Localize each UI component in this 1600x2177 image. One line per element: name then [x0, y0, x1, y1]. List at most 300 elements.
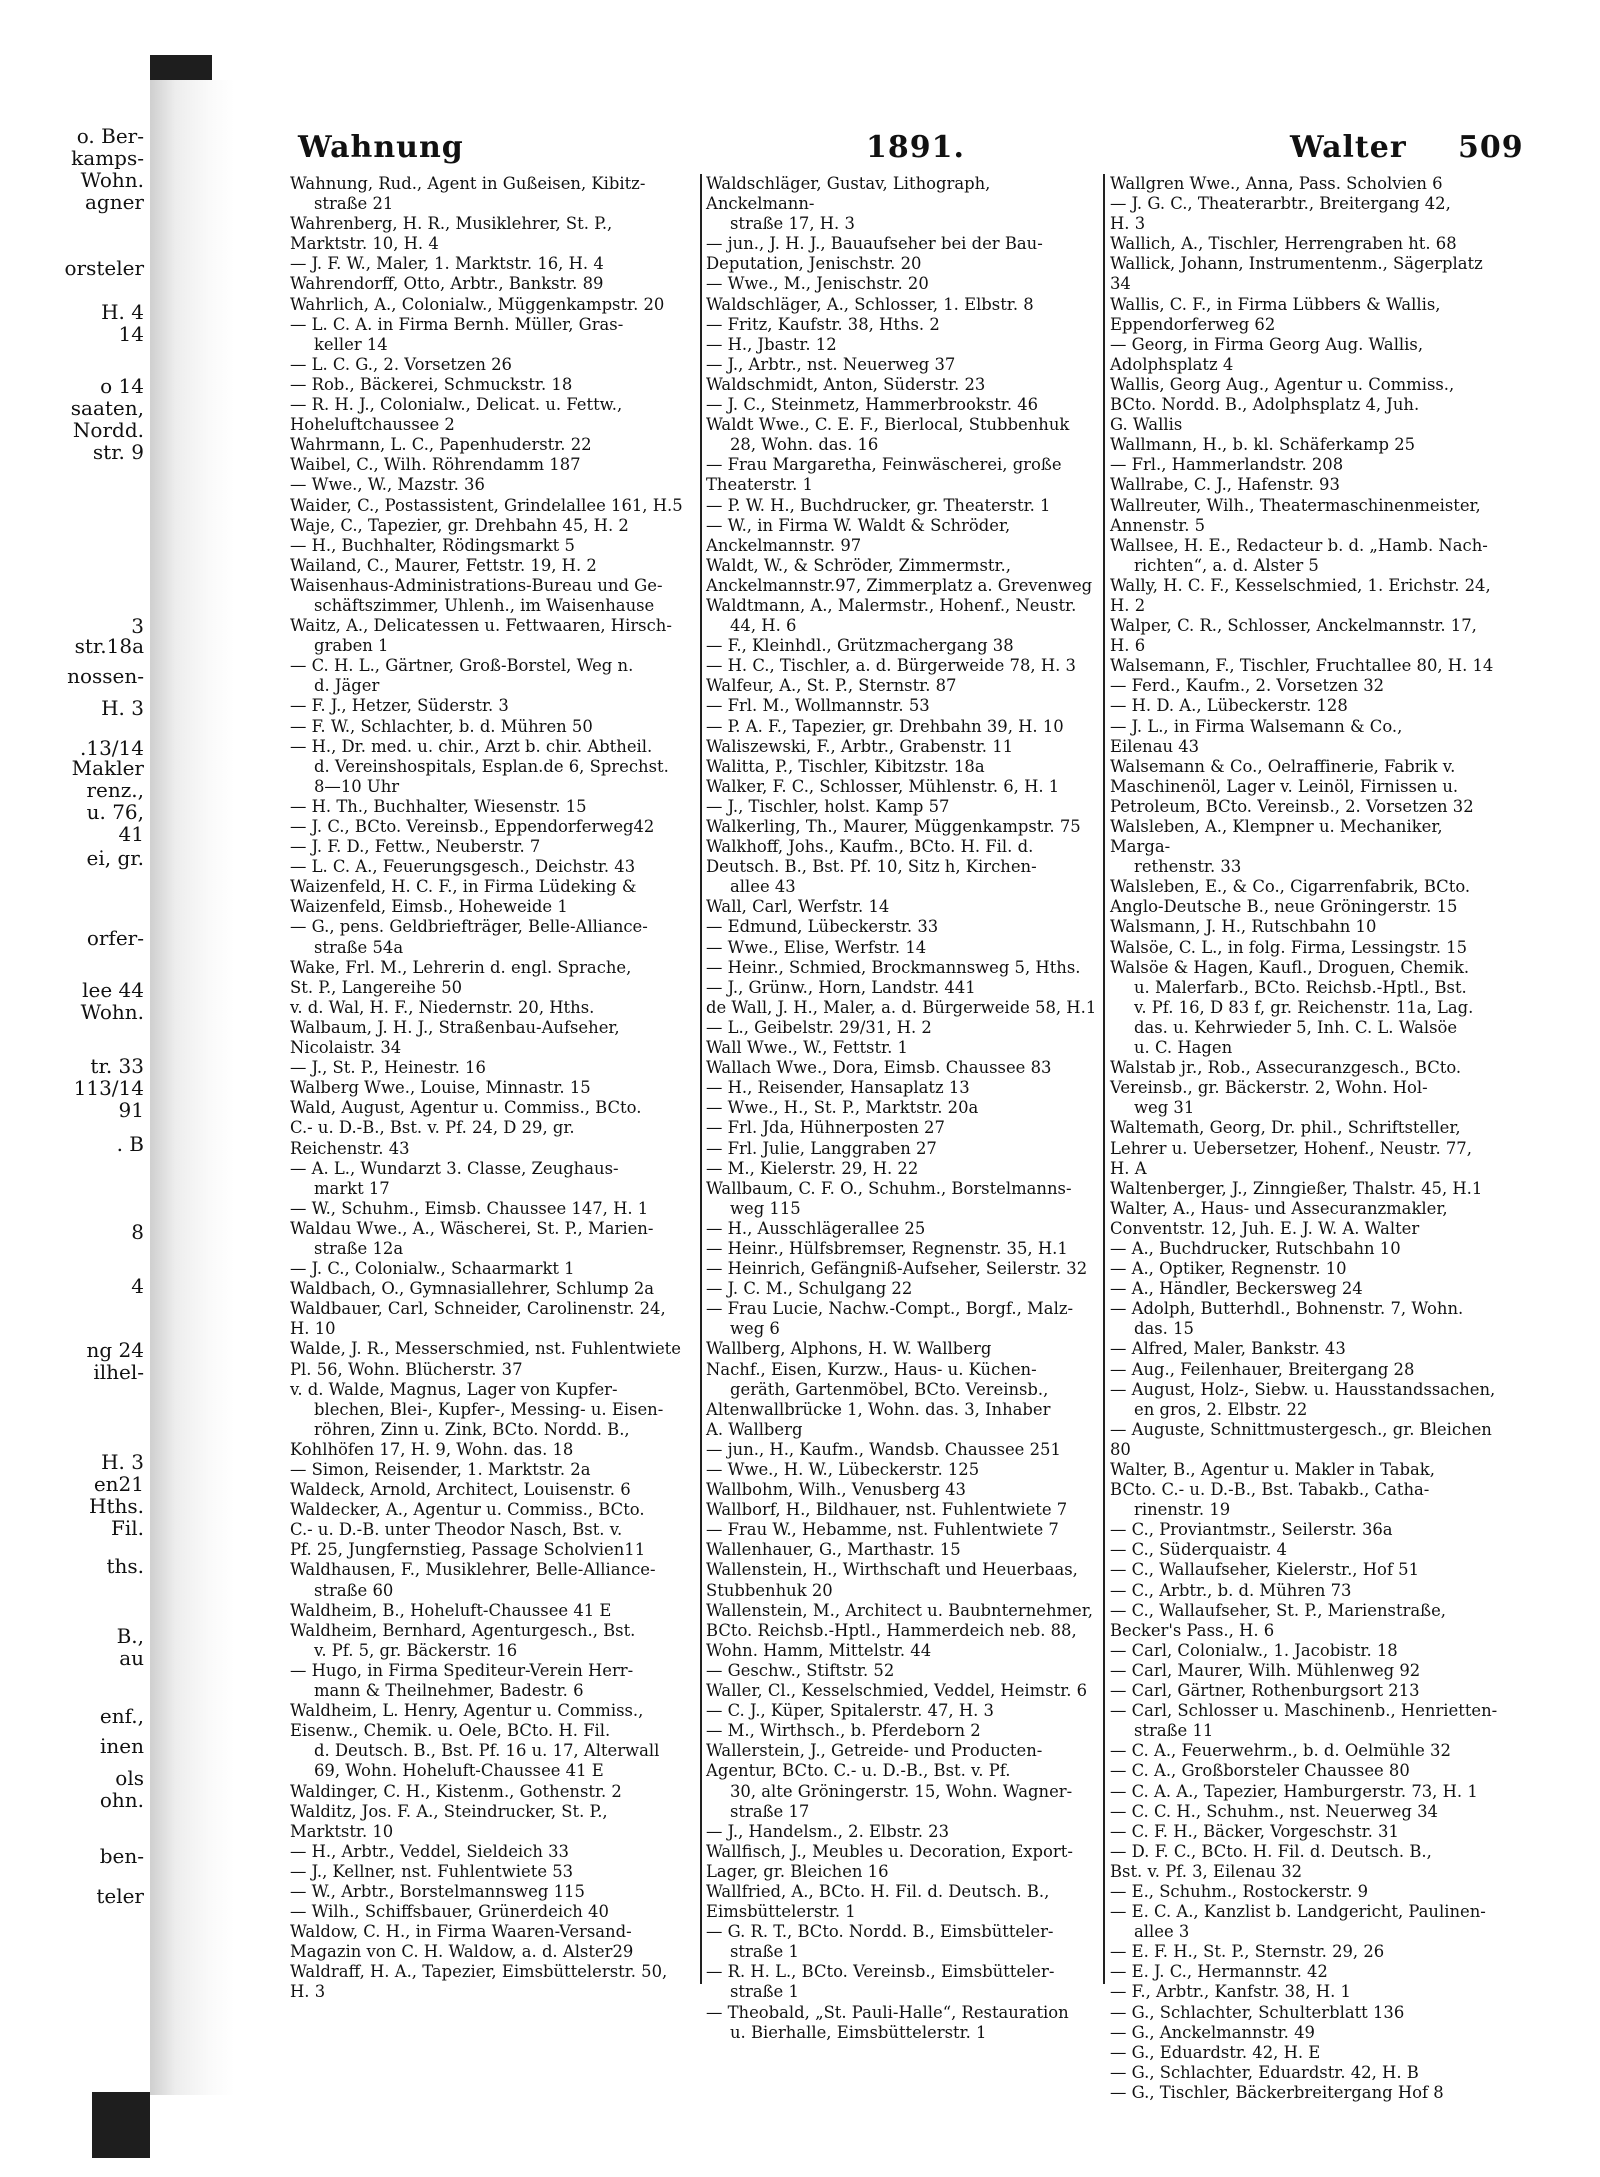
- directory-line: — Alfred, Maler, Bankstr. 43: [1110, 1339, 1346, 1359]
- directory-line: — C. A., Feuerwehrm., b. d. Oelmühle 32: [1110, 1741, 1451, 1761]
- directory-line: straße 60: [314, 1580, 394, 1600]
- directory-line: — C. J., Küper, Spitalerstr. 47, H. 3: [706, 1701, 994, 1721]
- directory-line: Reichenstr. 43: [290, 1138, 410, 1158]
- fragment-text: H. 3: [101, 696, 144, 720]
- fragment-text: ng 24: [86, 1338, 144, 1362]
- directory-line: — J., St. P., Heinestr. 16: [290, 1058, 486, 1078]
- directory-line: straße 21: [314, 194, 394, 214]
- directory-line: — Frau Lucie, Nachw.-Compt., Borgf., Malz-: [706, 1299, 1073, 1319]
- directory-line: — C. A. A., Tapezier, Hamburgerstr. 73, H. 1: [1110, 1781, 1478, 1801]
- fragment-text: B.,: [116, 1624, 144, 1648]
- directory-line: Nicolaistr. 34: [290, 1038, 402, 1058]
- directory-line: — W., in Firma W. Waldt & Schröder,: [706, 515, 1011, 535]
- directory-line: Wallbohm, Wilh., Venusberg 43: [706, 1480, 966, 1500]
- directory-line: u. Malerfarb., BCto. Reichsb.-Hptl., Bst.: [1134, 977, 1467, 997]
- fragment-text: 41: [118, 822, 144, 846]
- directory-line: Lehrer u. Uebersetzer, Hohenf., Neustr. 77,: [1110, 1138, 1472, 1158]
- directory-line: H. 3: [1110, 214, 1146, 234]
- column-rule: [1103, 174, 1105, 1984]
- directory-line: Waider, C., Postassistent, Grindelallee 161, H.5: [290, 495, 683, 515]
- fragment-text: ben-: [99, 1844, 144, 1868]
- fragment-text: ei, gr.: [86, 846, 144, 870]
- fragment-text: nossen-: [67, 664, 144, 688]
- directory-line: — C. H. L., Gärtner, Groß-Borstel, Weg n.: [290, 656, 634, 676]
- directory-line: Waldt, W., & Schröder, Zimmermstr.,: [706, 555, 1011, 575]
- directory-line: — C., Arbtr., b. d. Mühren 73: [1110, 1580, 1352, 1600]
- directory-line: Magazin von C. H. Waldow, a. d. Alster29: [290, 1942, 634, 1962]
- directory-line: u. C. Hagen: [1134, 1038, 1233, 1058]
- fragment-text: agner: [84, 190, 144, 214]
- directory-line: u. Bierhalle, Eimsbüttelerstr. 1: [730, 2022, 987, 2042]
- directory-line: 44, H. 6: [730, 616, 797, 636]
- directory-line: Wallich, A., Tischler, Herrengraben ht. 68: [1110, 234, 1457, 254]
- directory-line: Wallberg, Alphons, H. W. Wallberg: [706, 1339, 992, 1359]
- directory-line: 69, Wohn. Hoheluft-Chaussee 41 E: [314, 1761, 604, 1781]
- directory-line: — E. C. A., Kanzlist b. Landgericht, Paulinen-: [1110, 1902, 1486, 1922]
- directory-line: — Edmund, Lübeckerstr. 33: [706, 917, 939, 937]
- directory-line: de Wall, J. H., Maler, a. d. Bürgerweide 58, H.1: [706, 997, 1097, 1017]
- directory-line: Wallick, Johann, Instrumentenm., Sägerplatz 34: [1110, 254, 1483, 294]
- directory-line: Wake, Frl. M., Lehrerin d. engl. Sprache,: [290, 957, 632, 977]
- fragment-text: en21: [93, 1472, 144, 1496]
- directory-line: — H., Ausschlägerallee 25: [706, 1218, 926, 1238]
- directory-line: Waldbach, O., Gymnasiallehrer, Schlump 2a: [290, 1279, 655, 1299]
- directory-line: straße 17, H. 3: [730, 214, 855, 234]
- directory-line: — Heinrich, Gefängniß-Aufseher, Seilerstr. 32: [706, 1259, 1088, 1279]
- fragment-text: inen: [100, 1734, 144, 1758]
- directory-line: — G., Anckelmannstr. 49: [1110, 2022, 1315, 2042]
- fragment-text: Makler: [71, 756, 144, 780]
- directory-line: — Wwe., H., St. P., Marktstr. 20a: [706, 1098, 979, 1118]
- directory-line: das. 15: [1134, 1319, 1194, 1339]
- directory-line: Wallfried, A., BCto. H. Fil. d. Deutsch. B.,: [706, 1881, 1050, 1901]
- directory-line: — J. L., in Firma Walsemann & Co.,: [1110, 716, 1403, 736]
- directory-line: Waldt Wwe., C. E. F., Bierlocal, Stubbenhuk: [706, 415, 1070, 435]
- directory-line: Waldbauer, Carl, Schneider, Carolinenstr. 24,: [290, 1299, 666, 1319]
- directory-line: d. Jäger: [314, 676, 380, 696]
- directory-line: — L. C. A. in Firma Bernh. Müller, Gras-: [290, 314, 624, 334]
- directory-line: — L. C. G., 2. Vorsetzen 26: [290, 354, 512, 374]
- directory-line: Wallfisch, J., Meubles u. Decoration, Export-: [706, 1841, 1073, 1861]
- directory-line: Eisenw., Chemik. u. Oele, BCto. H. Fil.: [290, 1721, 611, 1741]
- directory-line: Wallsee, H. E., Redacteur b. d. „Hamb. Nach-: [1110, 535, 1488, 555]
- directory-line: Wallis, Georg Aug., Agentur u. Commiss.,: [1110, 374, 1455, 394]
- directory-line: d. Deutsch. B., Bst. Pf. 16 u. 17, Alterwall: [314, 1741, 660, 1761]
- directory-line: — M., Wirthsch., b. Pferdeborn 2: [706, 1721, 981, 1741]
- fragment-text: orfer-: [86, 926, 144, 950]
- directory-line: — Geschw., Stiftstr. 52: [706, 1660, 895, 1680]
- directory-line: v. Pf. 16, D 83 f, gr. Reichenstr. 11a, Lag.: [1134, 997, 1474, 1017]
- directory-line: Eilenau 43: [1110, 736, 1200, 756]
- directory-line: straße 54a: [314, 937, 404, 957]
- directory-line: — Frl. Julie, Langgraben 27: [706, 1138, 937, 1158]
- directory-line: Wallerstein, J., Getreide- und Producten-: [706, 1741, 1043, 1761]
- directory-line: Wallreuter, Wilh., Theatermaschinenmeister,: [1110, 495, 1481, 515]
- directory-line: Waitz, A., Delicatessen u. Fettwaaren, Hirsch-: [290, 616, 672, 636]
- directory-line: — A. L., Wundarzt 3. Classe, Zeughaus-: [290, 1158, 619, 1178]
- directory-line: straße 12a: [314, 1238, 404, 1258]
- directory-line: Walsleben, A., Klempner u. Mechaniker, Marga-: [1110, 817, 1443, 857]
- book-gutter-shadow: [150, 80, 235, 2095]
- directory-line: blechen, Blei-, Kupfer-, Messing- u. Eisen-: [314, 1399, 664, 1419]
- page-year: 1891.: [866, 130, 965, 165]
- directory-line: — J. F. W., Maler, 1. Marktstr. 16, H. 4: [290, 254, 604, 274]
- directory-line: Bst. v. Pf. 3, Eilenau 32: [1110, 1861, 1303, 1881]
- directory-line: Waliszewski, F., Arbtr., Grabenstr. 11: [706, 736, 1014, 756]
- directory-line: Marktstr. 10, H. 4: [290, 234, 439, 254]
- directory-line: BCto. Reichsb.-Hptl., Hammerdeich neb. 88,: [706, 1620, 1077, 1640]
- directory-line: — Heinr., Hülfsbremser, Regnenstr. 35, H.1: [706, 1238, 1068, 1258]
- fragment-text: ohn.: [99, 1788, 144, 1812]
- directory-line: — Georg, in Firma Georg Aug. Wallis,: [1110, 334, 1424, 354]
- directory-line: — M., Kielerstr. 29, H. 22: [706, 1158, 919, 1178]
- directory-line: C.- u. D.-B. unter Theodor Nasch, Bst. v.: [290, 1520, 623, 1540]
- directory-line: straße 11: [1134, 1721, 1214, 1741]
- directory-line: Waldhausen, F., Musiklehrer, Belle-Alliance-: [290, 1560, 656, 1580]
- directory-line: Walkerling, Th., Maurer, Müggenkampstr. 75: [706, 817, 1081, 836]
- directory-line: — E. F. H., St. P., Sternstr. 29, 26: [1110, 1942, 1385, 1962]
- directory-line: — J. F. D., Fettw., Neuberstr. 7: [290, 837, 541, 857]
- directory-line: Wailand, C., Maurer, Fettstr. 19, H. 2: [290, 555, 597, 575]
- directory-line: — Fritz, Kaufstr. 38, Hths. 2: [706, 314, 940, 334]
- directory-line: — Hugo, in Firma Spediteur-Verein Herr-: [290, 1660, 634, 1680]
- directory-line: St. P., Langereihe 50: [290, 977, 463, 997]
- directory-line: Walsöe, C. L., in folg. Firma, Lessingstr. 15: [1110, 937, 1468, 957]
- directory-line: H. A: [1110, 1158, 1147, 1178]
- directory-line: — Wilh., Schiffsbauer, Grünerdeich 40: [290, 1902, 609, 1922]
- directory-line: — Simon, Reisender, 1. Marktstr. 2a: [290, 1460, 591, 1479]
- directory-line: rethenstr. 33: [1134, 857, 1242, 877]
- directory-line: — Carl, Colonialw., 1. Jacobistr. 18: [1110, 1640, 1398, 1660]
- directory-line: Waldraff, H. A., Tapezier, Eimsbüttelerstr. 50,: [290, 1962, 668, 1982]
- directory-line: Wallbaum, C. F. O., Schuhm., Borstelmanns-: [706, 1178, 1072, 1198]
- directory-line: — H., Buchhalter, Rödingsmarkt 5: [290, 535, 575, 555]
- directory-line: — J. C., Steinmetz, Hammerbrookstr. 46: [706, 395, 1039, 415]
- directory-line: Walbaum, J. H. J., Straßenbau-Aufseher,: [290, 1017, 620, 1037]
- directory-line: — G., Eduardstr. 42, H. E: [1110, 2042, 1321, 2062]
- directory-line: — H., Jbastr. 12: [706, 334, 837, 354]
- directory-line: — Frl. Jda, Hühnerposten 27: [706, 1118, 945, 1138]
- column-rule: [700, 174, 702, 1984]
- directory-line: allee 3: [1134, 1922, 1190, 1942]
- directory-line: geräth, Gartenmöbel, BCto. Vereinsb.,: [730, 1379, 1049, 1399]
- directory-line: Waller, Cl., Kesselschmied, Veddel, Heimstr. 6: [706, 1681, 1088, 1701]
- directory-line: Waltemath, Georg, Dr. phil., Schriftsteller,: [1110, 1118, 1461, 1138]
- directory-line: Waibel, C., Wilh. Röhrendamm 187: [290, 455, 581, 475]
- fragment-text: o. Ber-: [76, 124, 144, 148]
- directory-line: — A., Optiker, Regnenstr. 10: [1110, 1259, 1347, 1279]
- directory-line: — A., Buchdrucker, Rutschbahn 10: [1110, 1238, 1401, 1258]
- fragment-text: 3: [131, 614, 144, 638]
- directory-line: — Frl., Hammerlandstr. 208: [1110, 455, 1344, 475]
- directory-line: v. d. Walde, Magnus, Lager von Kupfer-: [290, 1379, 618, 1399]
- fragment-text: Nordd.: [72, 418, 144, 442]
- directory-line: Deutsch. B., Bst. Pf. 10, Sitz h, Kirchen-: [706, 857, 1037, 877]
- directory-line: — G., Tischler, Bäckerbreitergang Hof 8: [1110, 2082, 1444, 2102]
- directory-line: — Theobald, „St. Pauli-Halle“, Restauration: [706, 2002, 1069, 2022]
- directory-line: richten“, a. d. Alster 5: [1134, 555, 1319, 575]
- directory-line: — F., Arbtr., Kanfstr. 38, H. 1: [1110, 1982, 1351, 2002]
- directory-line: — P. W. H., Buchdrucker, gr. Theaterstr. 1: [706, 495, 1051, 515]
- directory-line: — H. C., Tischler, a. d. Bürgerweide 78, H. 3: [706, 656, 1076, 676]
- directory-line: C.- u. D.-B., Bst. v. Pf. 24, D 29, gr.: [290, 1118, 575, 1138]
- directory-line: Lager, gr. Bleichen 16: [706, 1861, 889, 1881]
- directory-line: Waldinger, C. H., Kistenm., Gothenstr. 2: [290, 1781, 622, 1801]
- directory-line: Nachf., Eisen, Kurzw., Haus- u. Küchen-: [706, 1359, 1037, 1379]
- directory-line: — Adolph, Butterhdl., Bohnenstr. 7, Wohn.: [1110, 1299, 1464, 1319]
- directory-line: Waldheim, Bernhard, Agenturgesch., Bst.: [290, 1620, 636, 1640]
- directory-line: — H. Th., Buchhalter, Wiesenstr. 15: [290, 796, 587, 816]
- directory-line: Waldow, C. H., in Firma Waaren-Versand-: [290, 1922, 632, 1942]
- directory-line: H. 10: [290, 1319, 336, 1339]
- directory-line: A. Wallberg: [706, 1419, 803, 1439]
- directory-line: Petroleum, BCto. Vereinsb., 2. Vorsetzen 32: [1110, 796, 1474, 816]
- directory-line: Altenwallbrücke 1, Wohn. das. 3, Inhaber: [706, 1399, 1051, 1419]
- directory-line: — Auguste, Schnittmustergesch., gr. Bleichen 80: [1110, 1419, 1492, 1459]
- directory-line: — C., Süderquaistr. 4: [1110, 1540, 1287, 1560]
- directory-line: markt 17: [314, 1178, 390, 1198]
- directory-line: Wald, August, Agentur u. Commiss., BCto.: [290, 1098, 642, 1118]
- directory-line: — F. W., Schlachter, b. d. Mühren 50: [290, 716, 593, 736]
- directory-line: Anckelmannstr. 97: [706, 535, 862, 555]
- directory-line: v. Pf. 5, gr. Bäckerstr. 16: [314, 1640, 518, 1660]
- directory-line: keller 14: [314, 334, 388, 354]
- directory-line: Marktstr. 10: [290, 1821, 394, 1841]
- directory-line: — C. F. H., Bäcker, Vorgeschstr. 31: [1110, 1821, 1399, 1841]
- directory-line: Wallmann, H., b. kl. Schäferkamp 25: [1110, 435, 1416, 455]
- directory-line: Agentur, BCto. C.- u. D.-B., Bst. v. Pf.: [706, 1761, 1011, 1781]
- directory-line: Becker's Pass., H. 6: [1110, 1620, 1275, 1640]
- directory-line: Walsleben, E., & Co., Cigarrenfabrik, BCto.: [1110, 877, 1471, 897]
- directory-line: — H., Dr. med. u. chir., Arzt b. chir. Abtheil.: [290, 736, 653, 756]
- directory-line: G. Wallis: [1110, 415, 1183, 435]
- directory-line: — August, Holz-, Siebw. u. Hausstandssachen,: [1110, 1379, 1496, 1399]
- fragment-text: au: [119, 1646, 144, 1670]
- fragment-text: ols: [115, 1766, 144, 1790]
- directory-line: Wallrabe, C. J., Hafenstr. 93: [1110, 475, 1340, 495]
- directory-line: — C. A., Großborsteler Chaussee 80: [1110, 1761, 1410, 1781]
- directory-column-1: [290, 174, 686, 2019]
- book-gutter-bottom: [92, 2092, 150, 2158]
- directory-line: rinenstr. 19: [1134, 1500, 1231, 1520]
- directory-line: — J. C., BCto. Vereinsb., Eppendorferweg42: [290, 817, 655, 836]
- directory-line: Walter, B., Agentur u. Makler in Tabak,: [1110, 1460, 1435, 1479]
- directory-line: Waldschmidt, Anton, Süderstr. 23: [706, 374, 986, 394]
- directory-line: Pf. 25, Jungfernstieg, Passage Scholvien11: [290, 1540, 646, 1560]
- directory-line: H. 3: [290, 1982, 326, 2002]
- directory-line: — Wwe., H. W., Lübeckerstr. 125: [706, 1460, 980, 1479]
- directory-line: Wallach Wwe., Dora, Eimsb. Chaussee 83: [706, 1058, 1052, 1078]
- fragment-text: str.18a: [74, 634, 144, 658]
- directory-line: straße 1: [730, 1942, 799, 1962]
- directory-line: BCto. Nordd. B., Adolphsplatz 4, Juh.: [1110, 395, 1420, 415]
- directory-line: — C. C. H., Schuhm., nst. Neuerweg 34: [1110, 1801, 1438, 1821]
- directory-line: Theaterstr. 1: [706, 475, 813, 495]
- directory-line: Eppendorferweg 62: [1110, 314, 1276, 334]
- directory-line: Stubbenhuk 20: [706, 1580, 833, 1600]
- directory-line: graben 1: [314, 636, 389, 656]
- directory-line: Annenstr. 5: [1110, 515, 1206, 535]
- directory-line: Walker, F. C., Schlosser, Mühlenstr. 6, H. 1: [706, 776, 1060, 796]
- page-number: 509: [1458, 130, 1524, 165]
- directory-line: — Carl, Maurer, Wilh. Mühlenweg 92: [1110, 1660, 1421, 1680]
- directory-line: Conventstr. 12, Juh. E. J. W. A. Walter: [1110, 1218, 1420, 1238]
- directory-line: mann & Theilnehmer, Badestr. 6: [314, 1681, 584, 1701]
- directory-line: Walper, C. R., Schlosser, Anckelmannstr. 17,: [1110, 616, 1477, 636]
- directory-line: Walberg Wwe., Louise, Minnastr. 15: [290, 1078, 591, 1098]
- directory-line: Wallis, C. F., in Firma Lübbers & Wallis,: [1110, 294, 1441, 314]
- fragment-text: 113/14: [73, 1076, 144, 1100]
- fragment-text: orsteler: [64, 256, 144, 280]
- fragment-text: renz.,: [86, 778, 144, 802]
- right-headword: Walter: [1290, 130, 1407, 165]
- fragment-text: 4: [131, 1274, 144, 1298]
- directory-line: Walsemann, F., Tischler, Fruchtallee 80, H. 14: [1110, 656, 1494, 676]
- directory-line: — Wwe., M., Jenischstr. 20: [706, 274, 929, 294]
- directory-line: — J., Tischler, holst. Kamp 57: [706, 796, 950, 816]
- directory-line: schäftszimmer, Uhlenh., im Waisenhause: [314, 595, 655, 615]
- directory-line: — G., Schlachter, Eduardstr. 42, H. B: [1110, 2062, 1419, 2082]
- directory-line: Wohn. Hamm, Mittelstr. 44: [706, 1640, 932, 1660]
- fragment-text: str. 9: [92, 440, 144, 464]
- directory-line: — Ferd., Kaufm., 2. Vorsetzen 32: [1110, 676, 1385, 696]
- fragment-text: lee 44: [82, 978, 144, 1002]
- fragment-text: Hths.: [89, 1494, 144, 1518]
- directory-line: Waldschläger, A., Schlosser, 1. Elbstr. 8: [706, 294, 1034, 314]
- fragment-text: H. 3: [101, 1450, 144, 1474]
- directory-line: — J., Kellner, nst. Fuhlentwiete 53: [290, 1861, 574, 1881]
- directory-line: Waisenhaus-Administrations-Bureau und Ge-: [290, 575, 663, 595]
- fragment-text: Fil.: [110, 1516, 144, 1540]
- directory-line: — J., Arbtr., nst. Neuerweg 37: [706, 354, 956, 374]
- directory-line: Walfeur, A., St. P., Sternstr. 87: [706, 676, 957, 696]
- fragment-text: saaten,: [70, 396, 144, 420]
- directory-line: — jun., J. H. J., Bauaufseher bei der Bau-: [706, 234, 1043, 254]
- directory-line: en gros, 2. Elbstr. 22: [1134, 1399, 1308, 1419]
- directory-line: Wall, Carl, Werfstr. 14: [706, 897, 890, 917]
- directory-line: weg 6: [730, 1319, 780, 1339]
- directory-line: Adolphsplatz 4: [1110, 354, 1234, 374]
- directory-line: Pl. 56, Wohn. Blücherstr. 37: [290, 1359, 523, 1379]
- directory-line: — J., Handelsm., 2. Elbstr. 23: [706, 1821, 950, 1841]
- directory-line: Waizenfeld, Eimsb., Hoheweide 1: [290, 897, 568, 917]
- directory-line: Walstab jr., Rob., Assecuranzgesch., BCto.: [1110, 1058, 1462, 1078]
- directory-line: — R. H. L., BCto. Vereinsb., Eimsbütteler-: [706, 1962, 1055, 1982]
- directory-line: Wahrlich, A., Colonialw., Müggenkampstr. 20: [290, 294, 665, 314]
- directory-line: — C., Wallaufseher, St. P., Marienstraße,: [1110, 1600, 1447, 1620]
- fragment-text: tr. 33: [90, 1054, 144, 1078]
- directory-line: Walsöe & Hagen, Kaufl., Droguen, Chemik.: [1110, 957, 1470, 977]
- directory-line: — Carl, Gärtner, Rothenburgsort 213: [1110, 1681, 1420, 1701]
- directory-line: Kohlhöfen 17, H. 9, Wohn. das. 18: [290, 1439, 574, 1459]
- directory-line: Wallenstein, M., Architect u. Baubnternehmer,: [706, 1600, 1093, 1620]
- directory-line: Walditz, Jos. F. A., Steindrucker, St. P.,: [290, 1801, 608, 1821]
- directory-line: Walkhoff, Johs., Kaufm., BCto. H. Fil. d.: [706, 837, 1034, 857]
- page-header: [290, 130, 1524, 174]
- directory-line: — Rob., Bäckerei, Schmuckstr. 18: [290, 374, 573, 394]
- directory-line: — E., Schuhm., Rostockerstr. 9: [1110, 1881, 1369, 1901]
- directory-line: Walter, A., Haus- und Assecuranzmakler,: [1110, 1198, 1448, 1218]
- directory-line: Waldheim, L. Henry, Agentur u. Commiss.,: [290, 1701, 644, 1721]
- directory-column-2: [706, 174, 1102, 2042]
- directory-line: Waldau Wwe., A., Wäscherei, St. P., Marien-: [290, 1218, 654, 1238]
- fragment-text: 91: [118, 1098, 144, 1122]
- directory-line: Walde, J. R., Messerschmied, nst. Fuhlentwiete: [290, 1339, 681, 1359]
- directory-line: — A., Händler, Beckersweg 24: [1110, 1279, 1363, 1299]
- directory-column-3: [1110, 174, 1506, 2102]
- directory-line: 8—10 Uhr: [314, 776, 400, 796]
- fragment-text: Wohn.: [80, 1000, 144, 1024]
- directory-line: Anckelmannstr.97, Zimmerplatz a. Grevenweg: [706, 575, 1093, 595]
- directory-line: — G., Schlachter, Schulterblatt 136: [1110, 2002, 1405, 2022]
- directory-line: Wahrendorff, Otto, Arbtr., Bankstr. 89: [290, 274, 604, 294]
- directory-line: Wahrmann, L. C., Papenhuderstr. 22: [290, 435, 592, 455]
- directory-line: — H., Arbtr., Veddel, Sieldeich 33: [290, 1841, 569, 1861]
- directory-line: Anglo-Deutsche B., neue Gröningerstr. 15: [1110, 897, 1458, 917]
- directory-line: — G., pens. Geldbriefträger, Belle-Alliance-: [290, 917, 648, 937]
- directory-line: weg 115: [730, 1198, 801, 1218]
- directory-line: Wallgren Wwe., Anna, Pass. Scholvien 6: [1110, 174, 1443, 193]
- directory-line: Maschinenöl, Lager v. Leinöl, Firnissen u.: [1110, 776, 1459, 796]
- fragment-text: u. 76,: [86, 800, 144, 824]
- directory-line: — R. H. J., Colonialw., Delicat. u. Fettw.,: [290, 395, 623, 415]
- directory-line: — J., Grünw., Horn, Landstr. 441: [706, 977, 976, 997]
- directory-line: Waltenberger, J., Zinngießer, Thalstr. 45, H.1: [1110, 1178, 1483, 1198]
- directory-line: Wahnung, Rud., Agent in Gußeisen, Kibitz-: [290, 174, 646, 193]
- directory-line: Wallborf, H., Bildhauer, nst. Fuhlentwiete 7: [706, 1500, 1068, 1520]
- directory-line: straße 1: [730, 1982, 799, 2002]
- directory-line: — C., Wallaufseher, Kielerstr., Hof 51: [1110, 1560, 1420, 1580]
- directory-line: Waldeck, Arnold, Architect, Louisenstr. 6: [290, 1480, 631, 1500]
- directory-line: Waje, C., Tapezier, gr. Drehbahn 45, H. 2: [290, 515, 629, 535]
- fragment-text: .13/14: [80, 736, 144, 760]
- fragment-text: o 14: [100, 374, 144, 398]
- directory-line: röhren, Zinn u. Zink, BCto. Nordd. B.,: [314, 1419, 630, 1439]
- directory-line: — C., Proviantmstr., Seilerstr. 36a: [1110, 1520, 1393, 1540]
- directory-line: — W., Schuhm., Eimsb. Chaussee 147, H. 1: [290, 1198, 649, 1218]
- directory-line: allee 43: [730, 877, 796, 897]
- adjacent-page-fragment: [0, 85, 150, 2095]
- directory-line: — Wwe., Elise, Werfstr. 14: [706, 937, 927, 957]
- directory-line: — E. J. C., Hermannstr. 42: [1110, 1962, 1328, 1982]
- directory-line: — Carl, Schlosser u. Maschinenb., Henrietten-: [1110, 1701, 1498, 1721]
- fragment-text: ths.: [106, 1554, 144, 1578]
- fragment-text: 8: [131, 1220, 144, 1244]
- directory-line: straße 17: [730, 1801, 810, 1821]
- directory-line: — P. A. F., Tapezier, gr. Drehbahn 39, H. 10: [706, 716, 1064, 736]
- directory-line: Wallenstein, H., Wirthschaft und Heuerbaas,: [706, 1560, 1078, 1580]
- directory-line: — G. R. T., BCto. Nordd. B., Eimsbütteler-: [706, 1922, 1054, 1942]
- left-headword: Wahnung: [298, 130, 464, 165]
- directory-line: Eimsbüttelerstr. 1: [706, 1902, 856, 1922]
- directory-line: Deputation, Jenischstr. 20: [706, 254, 922, 274]
- fragment-text: . B: [116, 1132, 144, 1156]
- directory-line: d. Vereinshospitals, Esplan.de 6, Sprechst.: [314, 756, 669, 776]
- directory-line: Waldecker, A., Agentur u. Commiss., BCto.: [290, 1500, 645, 1520]
- directory-line: — Frau W., Hebamme, nst. Fuhlentwiete 7: [706, 1520, 1059, 1540]
- directory-line: Waizenfeld, H. C. F., in Firma Lüdeking &: [290, 877, 637, 897]
- fragment-text: ilhel-: [93, 1360, 144, 1384]
- directory-line: — Aug., Feilenhauer, Breitergang 28: [1110, 1359, 1415, 1379]
- directory-line: — L., Geibelstr. 29/31, H. 2: [706, 1017, 932, 1037]
- directory-line: Wallenhauer, G., Marthastr. 15: [706, 1540, 961, 1560]
- directory-line: 28, Wohn. das. 16: [730, 435, 879, 455]
- directory-line: — jun., H., Kaufm., Wandsb. Chaussee 251: [706, 1439, 1061, 1459]
- directory-line: v. d. Wal, H. F., Niedernstr. 20, Hths.: [290, 997, 595, 1017]
- directory-line: — F. J., Hetzer, Süderstr. 3: [290, 696, 509, 716]
- directory-line: Walsmann, J. H., Rutschbahn 10: [1110, 917, 1377, 937]
- directory-line: — L. C. A., Feuerungsgesch., Deichstr. 43: [290, 857, 636, 877]
